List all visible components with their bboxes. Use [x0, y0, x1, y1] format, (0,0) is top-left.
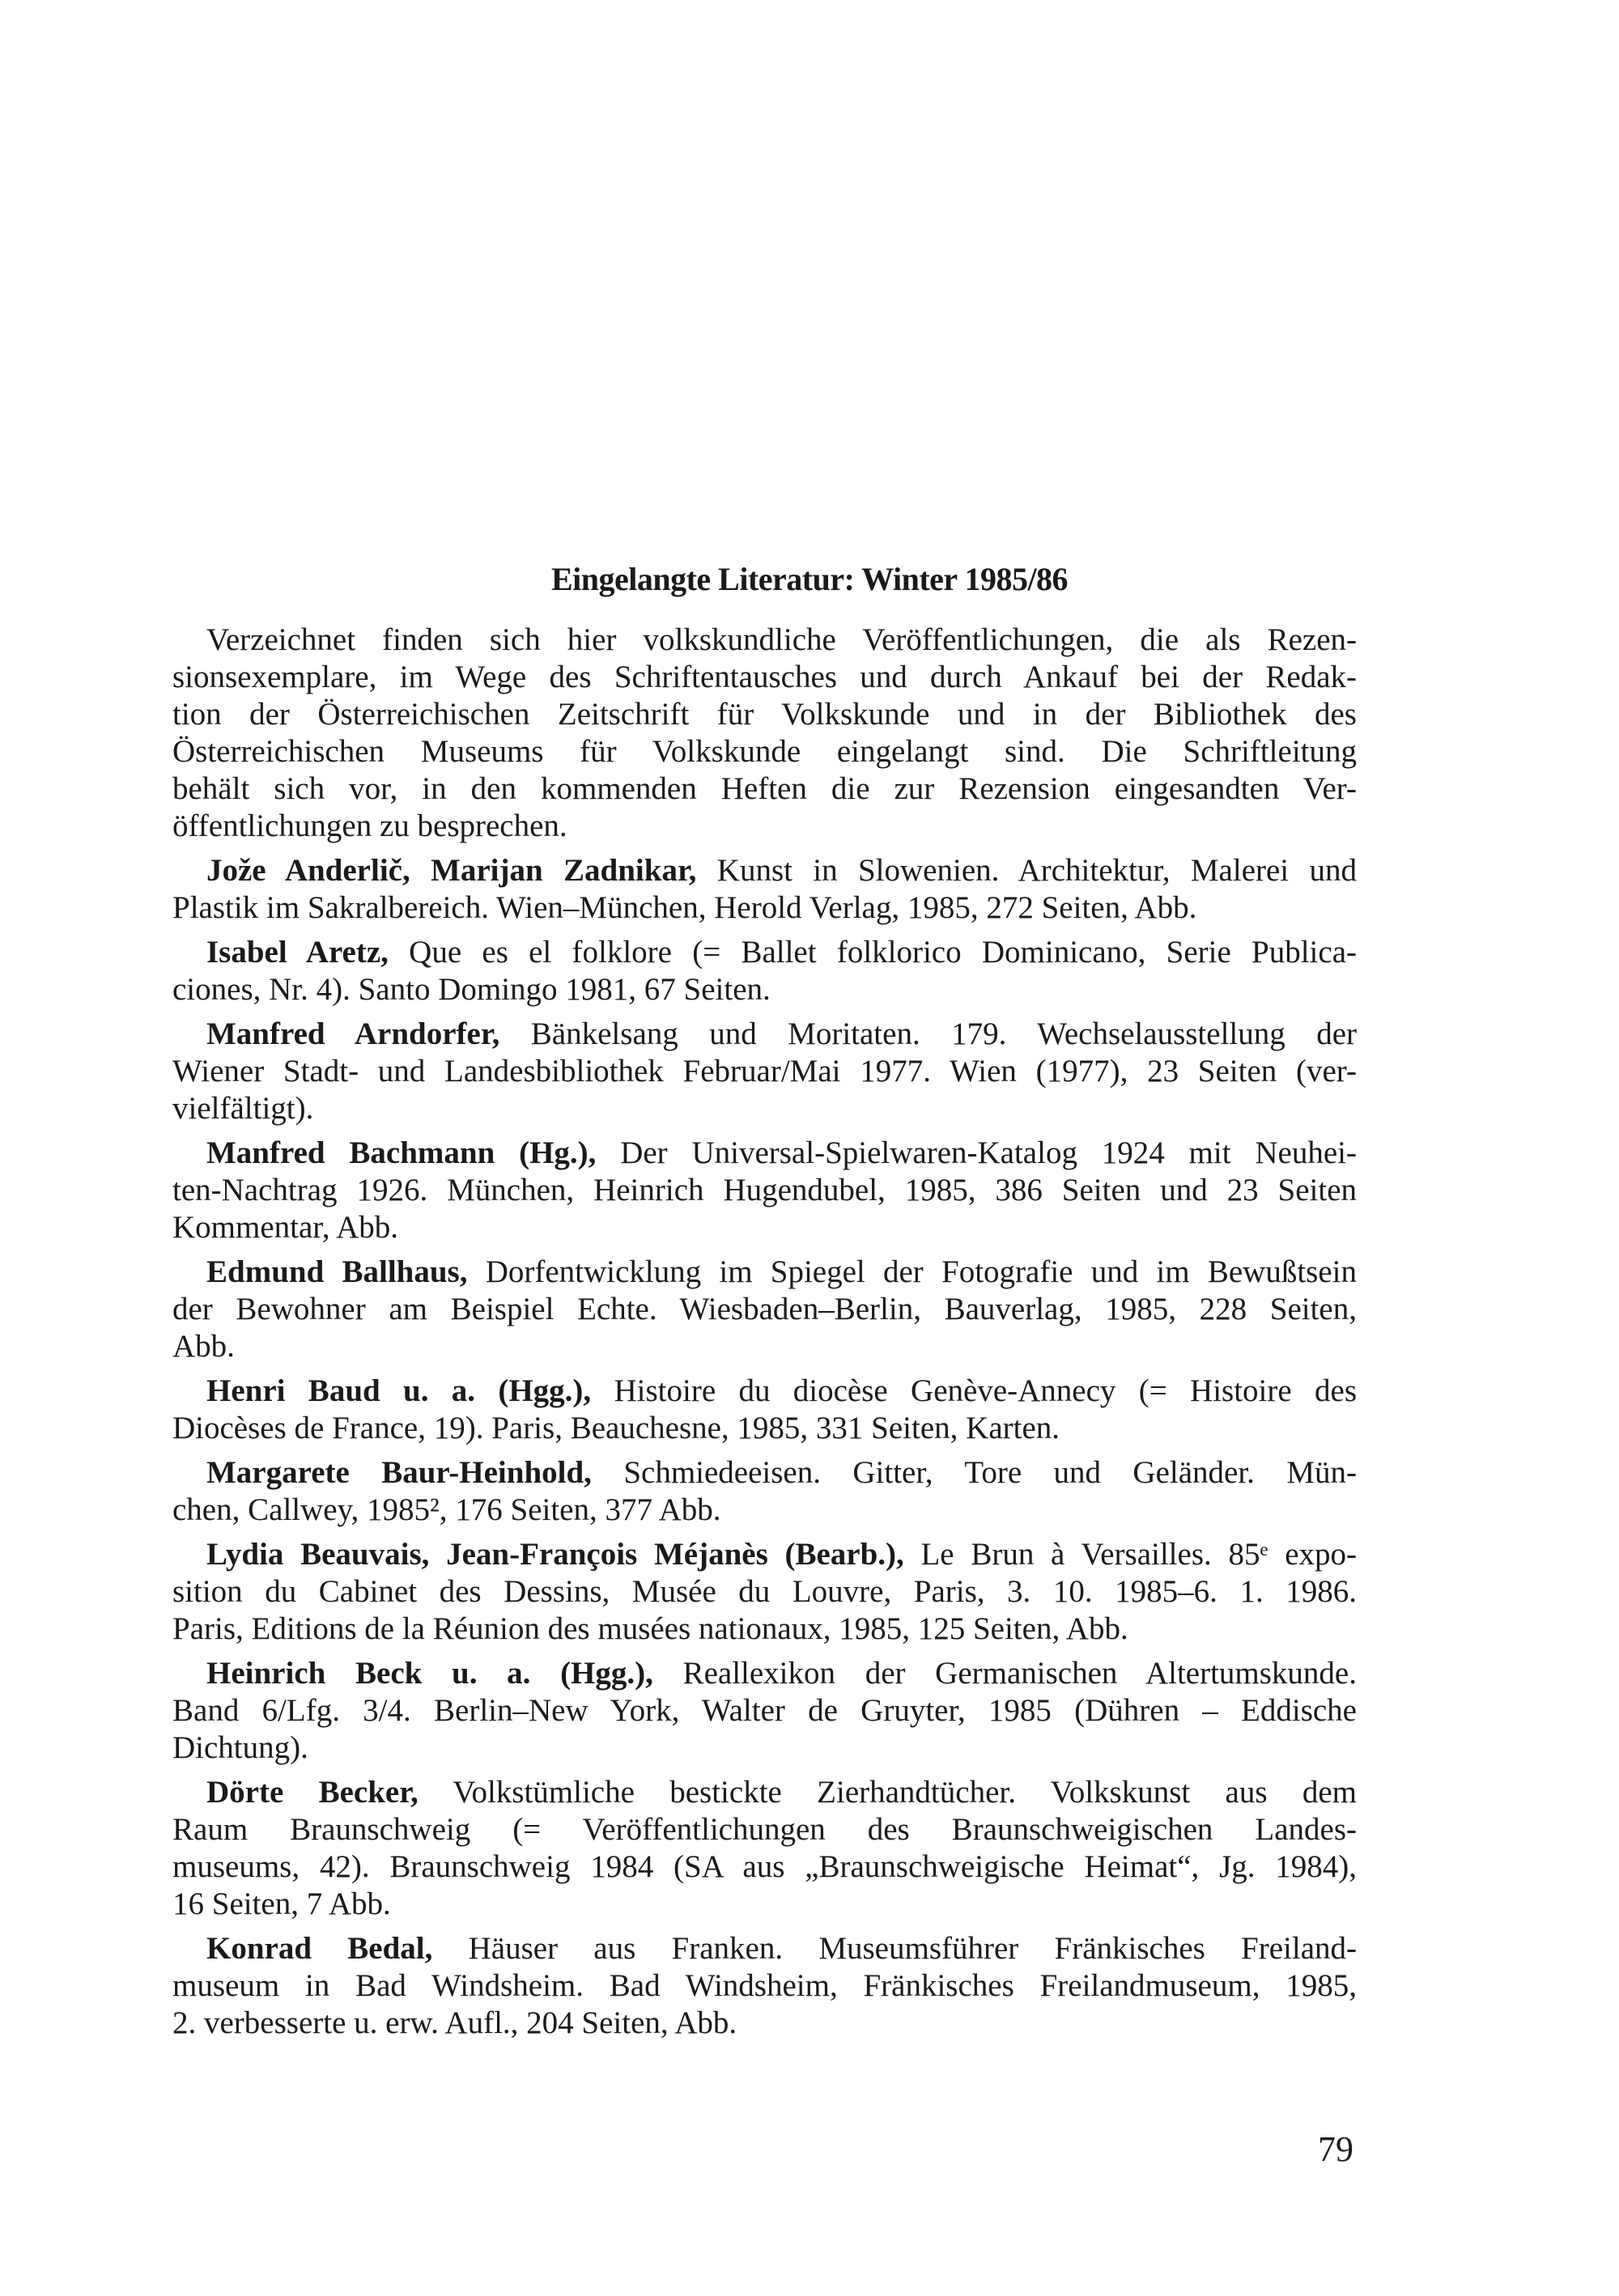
entry-line: Wiener Stadt- und Landesbibliothek Februar/Mai 1977. Wien (1977), 23 Seiten (ver-	[172, 1054, 1357, 1089]
intro-line: behält sich vor, in den kommenden Heften die zur Rezension eingesandten Ver-	[172, 771, 1357, 806]
bibliography-entry	[172, 934, 1357, 1008]
entry-author: Manfred Bachmann (Hg.),	[206, 1135, 597, 1170]
entry-line: ciones, Nr. 4). Santo Domingo 1981, 67 Seiten.	[172, 972, 771, 1007]
entry-line: Diocèses de France, 19). Paris, Beauchesne, 1985, 331 Seiten, Karten.	[172, 1411, 1060, 1445]
entry-line: Abb.	[172, 1329, 235, 1364]
entry-text: Häuser aus Franken. Museumsführer Fränkisches Freiland-	[432, 1931, 1358, 1966]
entry-text: Que es el folklore (= Ballet folklorico Dominicano, Serie Publica-	[388, 935, 1357, 970]
entry-line: vielfältigt).	[172, 1091, 314, 1126]
entry-line	[172, 1016, 1357, 1053]
entry-line	[172, 1655, 1357, 1692]
intro-line: Österreichischen Museums für Volkskunde eingelangt sind. Die Schriftleitung	[172, 734, 1357, 769]
entry-author: Heinrich Beck u. a. (Hgg.),	[206, 1656, 653, 1691]
bibliography-entry	[172, 1454, 1357, 1529]
entry-line: museum in Bad Windsheim. Bad Windsheim, Fränkisches Freilandmuseum, 1985,	[172, 1968, 1357, 2003]
entry-author: Edmund Ballhaus,	[206, 1254, 468, 1289]
entry-line: Plastik im Sakralbereich. Wien–München, Herold Verlag, 1985, 272 Seiten, Abb.	[172, 890, 1197, 925]
page-number: 79	[1318, 2129, 1353, 2169]
entry-line: chen, Callwey, 1985², 176 Seiten, 377 Abb.	[172, 1492, 721, 1527]
entry-line: Raum Braunschweig (= Veröffentlichungen des Braunschweigischen Landes-	[172, 1812, 1357, 1847]
bibliography-entry	[172, 1655, 1357, 1767]
entry-line	[172, 852, 1357, 889]
entry-line: sition du Cabinet des Dessins, Musée du Louvre, Paris, 3. 10. 1985–6. 1. 1986.	[172, 1574, 1357, 1609]
intro-line: tion der Österreichischen Zeitschrift für Volkskunde und in der Bibliothek des	[172, 697, 1357, 732]
entry-line	[172, 1135, 1357, 1172]
entry-line	[172, 1930, 1357, 1967]
entry-author: Margarete Baur-Heinhold,	[206, 1455, 592, 1490]
bibliography-entry	[172, 1254, 1357, 1365]
entry-author: Jože Anderlič, Marijan Zadnikar,	[206, 853, 697, 888]
entry-line: Dichtung).	[172, 1730, 308, 1765]
intro-paragraph	[172, 622, 1357, 845]
entry-line: Band 6/Lfg. 3/4. Berlin–New York, Walter de Gruyter, 1985 (Dühren – Eddische	[172, 1693, 1357, 1728]
entry-line	[172, 1373, 1357, 1410]
entry-text: Dorfentwicklung im Spiegel der Fotografie und im Bewußtsein	[467, 1254, 1357, 1289]
page-title: Eingelangte Literatur: Winter 1985/86	[550, 561, 1069, 597]
entry-text: Reallexikon der Germanischen Altertumskunde.	[652, 1656, 1357, 1691]
bibliography-entry	[172, 1930, 1357, 2042]
entry-author: Manfred Arndorfer,	[206, 1016, 500, 1051]
bibliography-entry	[172, 1016, 1357, 1127]
entry-line: 2. verbesserte u. erw. Aufl., 204 Seiten, Abb.	[172, 2005, 737, 2040]
entry-text: Schmiedeeisen. Gitter, Tore und Geländer. Mün-	[591, 1455, 1357, 1490]
entry-line	[172, 1774, 1357, 1811]
bibliography-entry	[172, 1373, 1357, 1447]
bibliography-entry	[172, 1536, 1357, 1648]
bibliography-entry	[172, 852, 1357, 927]
entry-line: Kommentar, Abb.	[172, 1210, 398, 1245]
intro-line: öffentlichungen zu besprechen.	[172, 808, 567, 843]
entry-text: Volkstümliche bestickte Zierhandtücher. Volkskunst aus dem	[418, 1775, 1357, 1810]
intro-line: sionsexemplare, im Wege des Schriftentausches und durch Ankauf bei der Redak-	[172, 660, 1357, 694]
entry-line: museums, 42). Braunschweig 1984 (SA aus „Braunschweigische Heimat“, Jg. 1984),	[172, 1849, 1357, 1884]
entry-text: Der Universal-Spielwaren-Katalog 1924 mit Neuhei-	[596, 1135, 1357, 1170]
entry-text: Kunst in Slowenien. Architektur, Malerei und	[696, 853, 1357, 888]
entry-text: Bänkelsang und Moritaten. 179. Wechselausstellung der	[499, 1016, 1357, 1051]
entry-line: ten-Nachtrag 1926. München, Heinrich Hugendubel, 1985, 386 Seiten und 23 Seiten	[172, 1173, 1357, 1207]
bibliography-entry	[172, 1774, 1357, 1923]
entry-line: Paris, Editions de la Réunion des musées nationaux, 1985, 125 Seiten, Abb.	[172, 1611, 1128, 1646]
entry-author: Henri Baud u. a. (Hgg.),	[206, 1373, 592, 1408]
intro-line: Verzeichnet finden sich hier volkskundliche Veröffentlichungen, die als Rezen-	[206, 622, 1357, 657]
entry-author: Lydia Beauvais, Jean-François Méjanès (Bearb.),	[206, 1537, 904, 1572]
entry-line	[172, 934, 1357, 971]
entry-line	[172, 1254, 1357, 1291]
entry-author: Dörte Becker,	[206, 1775, 419, 1810]
entry-line: 16 Seiten, 7 Abb.	[172, 1886, 391, 1921]
entry-line	[172, 1454, 1357, 1492]
bibliography-entry	[172, 1135, 1357, 1246]
entry-line: der Bewohner am Beispiel Echte. Wiesbaden–Berlin, Bauverlag, 1985, 228 Seiten,	[172, 1292, 1357, 1326]
entry-author: Konrad Bedal,	[206, 1931, 433, 1966]
entry-text: Histoire du diocèse Genève-Annecy (= Histoire des	[591, 1373, 1357, 1408]
entry-line	[172, 1536, 1357, 1573]
entry-author: Isabel Aretz,	[206, 935, 389, 970]
document-body	[172, 622, 1357, 2049]
entry-text: Le Brun à Versailles. 85ᵉ expo-	[903, 1537, 1357, 1572]
